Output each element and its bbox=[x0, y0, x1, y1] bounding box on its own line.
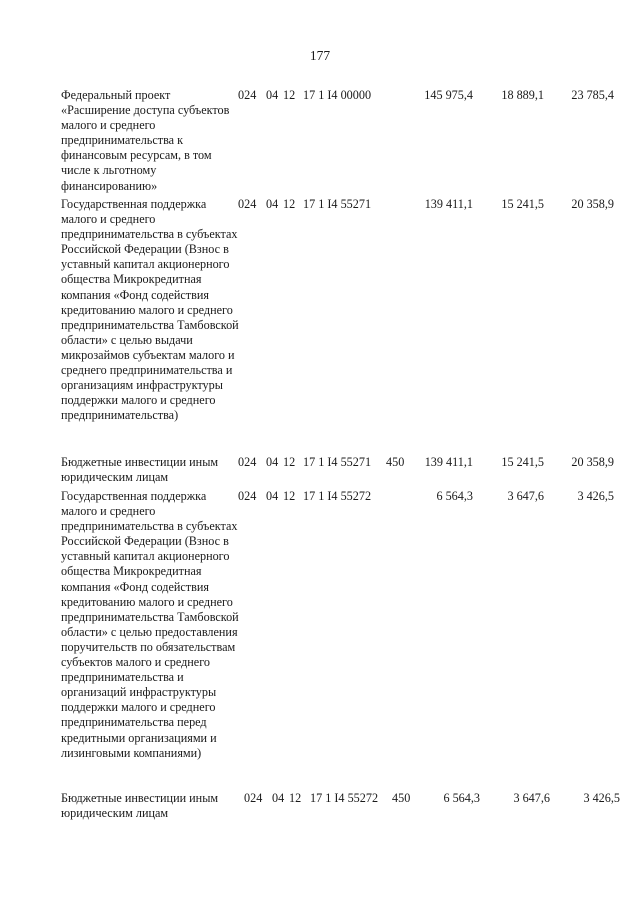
section-code: 04 bbox=[266, 88, 279, 102]
admin-code: 024 bbox=[244, 791, 263, 805]
row-name: Государственная поддержка малого и среднего предпринимательства в субъектах Российской Федерации (Взнос в уставный капитал акционерного общества Микрокредитная компания «Фонд содействия кредитованию малого и среднего предпринимательства Тамбовской области» с целью предоставления поручительств по обязательствам субъектов малого и среднего предпринимательства и организаций инфраструктуры поддержки малого и среднего предпринимательства перед кредитными организациями и лизинговыми компаниями) bbox=[61, 489, 239, 760]
section-code: 04 bbox=[266, 489, 279, 503]
target-code: 17 1 I4 55272 bbox=[310, 791, 379, 805]
admin-code: 024 bbox=[238, 197, 257, 211]
expense-type-code: 450 bbox=[386, 455, 405, 469]
amount-year-1: 145 975,4 bbox=[424, 88, 473, 102]
amount-year-2: 3 647,6 bbox=[507, 489, 544, 503]
page-number: 177 bbox=[309, 48, 331, 63]
expense-type-code: 450 bbox=[392, 791, 411, 805]
subsection-code: 12 bbox=[283, 197, 296, 211]
subsection-code: 12 bbox=[283, 88, 296, 102]
row-name: Бюджетные инвестиции иным юридическим лицам bbox=[61, 791, 219, 821]
subsection-code: 12 bbox=[283, 489, 296, 503]
amount-year-3: 20 358,9 bbox=[571, 455, 614, 469]
amount-year-1: 139 411,1 bbox=[424, 197, 473, 211]
amount-year-3: 23 785,4 bbox=[571, 88, 614, 102]
amount-year-2: 18 889,1 bbox=[501, 88, 544, 102]
amount-year-3: 3 426,5 bbox=[583, 791, 620, 805]
row-name: Бюджетные инвестиции иным юридическим лицам bbox=[61, 455, 219, 485]
amount-year-2: 3 647,6 bbox=[513, 791, 550, 805]
row-name: Государственная поддержка малого и среднего предпринимательства в субъектах Российской Федерации (Взнос в уставный капитал акционерного общества Микрокредитная компания «Фонд содействия кредитованию малого и среднего предпринимательства Тамбовской области» с целью выдачи микрозаймов субъектам малого и среднего предпринимательства и организациям инфраструктуры поддержки малого и среднего предпринимательства) bbox=[61, 197, 239, 423]
amount-year-3: 3 426,5 bbox=[577, 489, 614, 503]
amount-year-1: 6 564,3 bbox=[436, 489, 473, 503]
section-code: 04 bbox=[272, 791, 285, 805]
amount-year-2: 15 241,5 bbox=[501, 197, 544, 211]
admin-code: 024 bbox=[238, 489, 257, 503]
section-code: 04 bbox=[266, 455, 279, 469]
row-name: Федеральный проект «Расширение доступа субъектов малого и среднего предпринимательства к финансовым ресурсам, в том числе к льготному финансированию» bbox=[61, 88, 230, 193]
target-code: 17 1 I4 55272 bbox=[303, 489, 372, 503]
amount-year-1: 139 411,1 bbox=[424, 455, 473, 469]
target-code: 17 1 I4 55271 bbox=[303, 197, 372, 211]
target-code: 17 1 I4 55271 bbox=[303, 455, 372, 469]
admin-code: 024 bbox=[238, 88, 257, 102]
section-code: 04 bbox=[266, 197, 279, 211]
target-code: 17 1 I4 00000 bbox=[303, 88, 372, 102]
subsection-code: 12 bbox=[289, 791, 302, 805]
subsection-code: 12 bbox=[283, 455, 296, 469]
amount-year-1: 6 564,3 bbox=[443, 791, 480, 805]
amount-year-3: 20 358,9 bbox=[571, 197, 614, 211]
admin-code: 024 bbox=[238, 455, 257, 469]
amount-year-2: 15 241,5 bbox=[501, 455, 544, 469]
